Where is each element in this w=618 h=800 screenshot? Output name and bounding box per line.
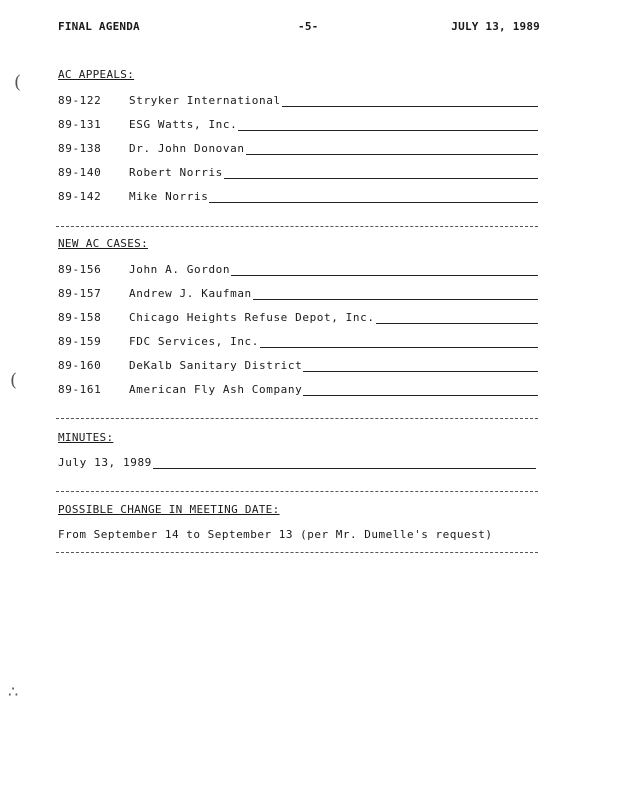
section-divider [56, 226, 538, 227]
new-ac-case-row [58, 382, 538, 396]
section-divider [56, 418, 538, 419]
blank-line [231, 265, 538, 276]
new-ac-case-row [58, 334, 538, 348]
minutes-heading: MINUTES: [58, 431, 114, 444]
page-header [58, 20, 540, 36]
blank-line [303, 385, 538, 396]
section-divider [56, 491, 538, 492]
case-name: Stryker International [129, 94, 281, 107]
blank-line [238, 120, 538, 131]
case-name: Dr. John Donovan [129, 142, 245, 155]
case-number: 89-142 [58, 190, 102, 203]
margin-hole-mark: ( [10, 370, 18, 391]
blank-line [224, 168, 538, 179]
case-number: 89-159 [58, 335, 102, 348]
case-number: 89-138 [58, 142, 102, 155]
blank-line [246, 144, 538, 155]
blank-line [153, 458, 536, 469]
case-name: DeKalb Sanitary District [129, 359, 303, 372]
header-title: FINAL AGENDA [58, 20, 140, 33]
ac-appeal-row [58, 189, 538, 203]
minutes-date: July 13, 1989 [58, 456, 152, 469]
case-name: American Fly Ash Company [129, 383, 303, 396]
section-divider [56, 552, 538, 553]
new-ac-case-row [58, 310, 538, 324]
case-number: 89-131 [58, 118, 102, 131]
ac-appeal-row [58, 141, 538, 155]
new-ac-case-row [58, 286, 538, 300]
meeting-change-heading: POSSIBLE CHANGE IN MEETING DATE: [58, 503, 280, 516]
case-number: 89-122 [58, 94, 102, 107]
new-ac-cases-heading: NEW AC CASES: [58, 237, 148, 250]
case-name: Robert Norris [129, 166, 223, 179]
meeting-change-text: From September 14 to September 13 (per Mr. Dumelle's request) [58, 528, 493, 541]
case-number: 89-140 [58, 166, 102, 179]
case-number: 89-158 [58, 311, 102, 324]
case-number: 89-157 [58, 287, 102, 300]
case-name: Andrew J. Kaufman [129, 287, 252, 300]
new-ac-case-row [58, 262, 538, 276]
margin-hole-mark: ( [14, 72, 22, 93]
case-name: FDC Services, Inc. [129, 335, 260, 348]
blank-line [209, 192, 538, 203]
header-date: JULY 13, 1989 [451, 20, 540, 33]
ac-appeals-heading: AC APPEALS: [58, 68, 135, 81]
minutes-row [58, 455, 536, 469]
case-number: 89-161 [58, 383, 102, 396]
ac-appeal-row [58, 117, 538, 131]
case-name: Chicago Heights Refuse Depot, Inc. [129, 311, 375, 324]
case-number: 89-156 [58, 263, 102, 276]
header-page-number: -5- [298, 20, 319, 33]
blank-line [260, 337, 538, 348]
case-name: ESG Watts, Inc. [129, 118, 238, 131]
case-number: 89-160 [58, 359, 102, 372]
ac-appeal-row [58, 93, 538, 107]
scan-smudge-mark: ∴ [8, 682, 17, 701]
blank-line [253, 289, 538, 300]
blank-line [282, 96, 538, 107]
case-name: John A. Gordon [129, 263, 231, 276]
ac-appeal-row [58, 165, 538, 179]
blank-line [376, 313, 538, 324]
case-name: Mike Norris [129, 190, 209, 203]
new-ac-case-row [58, 358, 538, 372]
blank-line [303, 361, 538, 372]
